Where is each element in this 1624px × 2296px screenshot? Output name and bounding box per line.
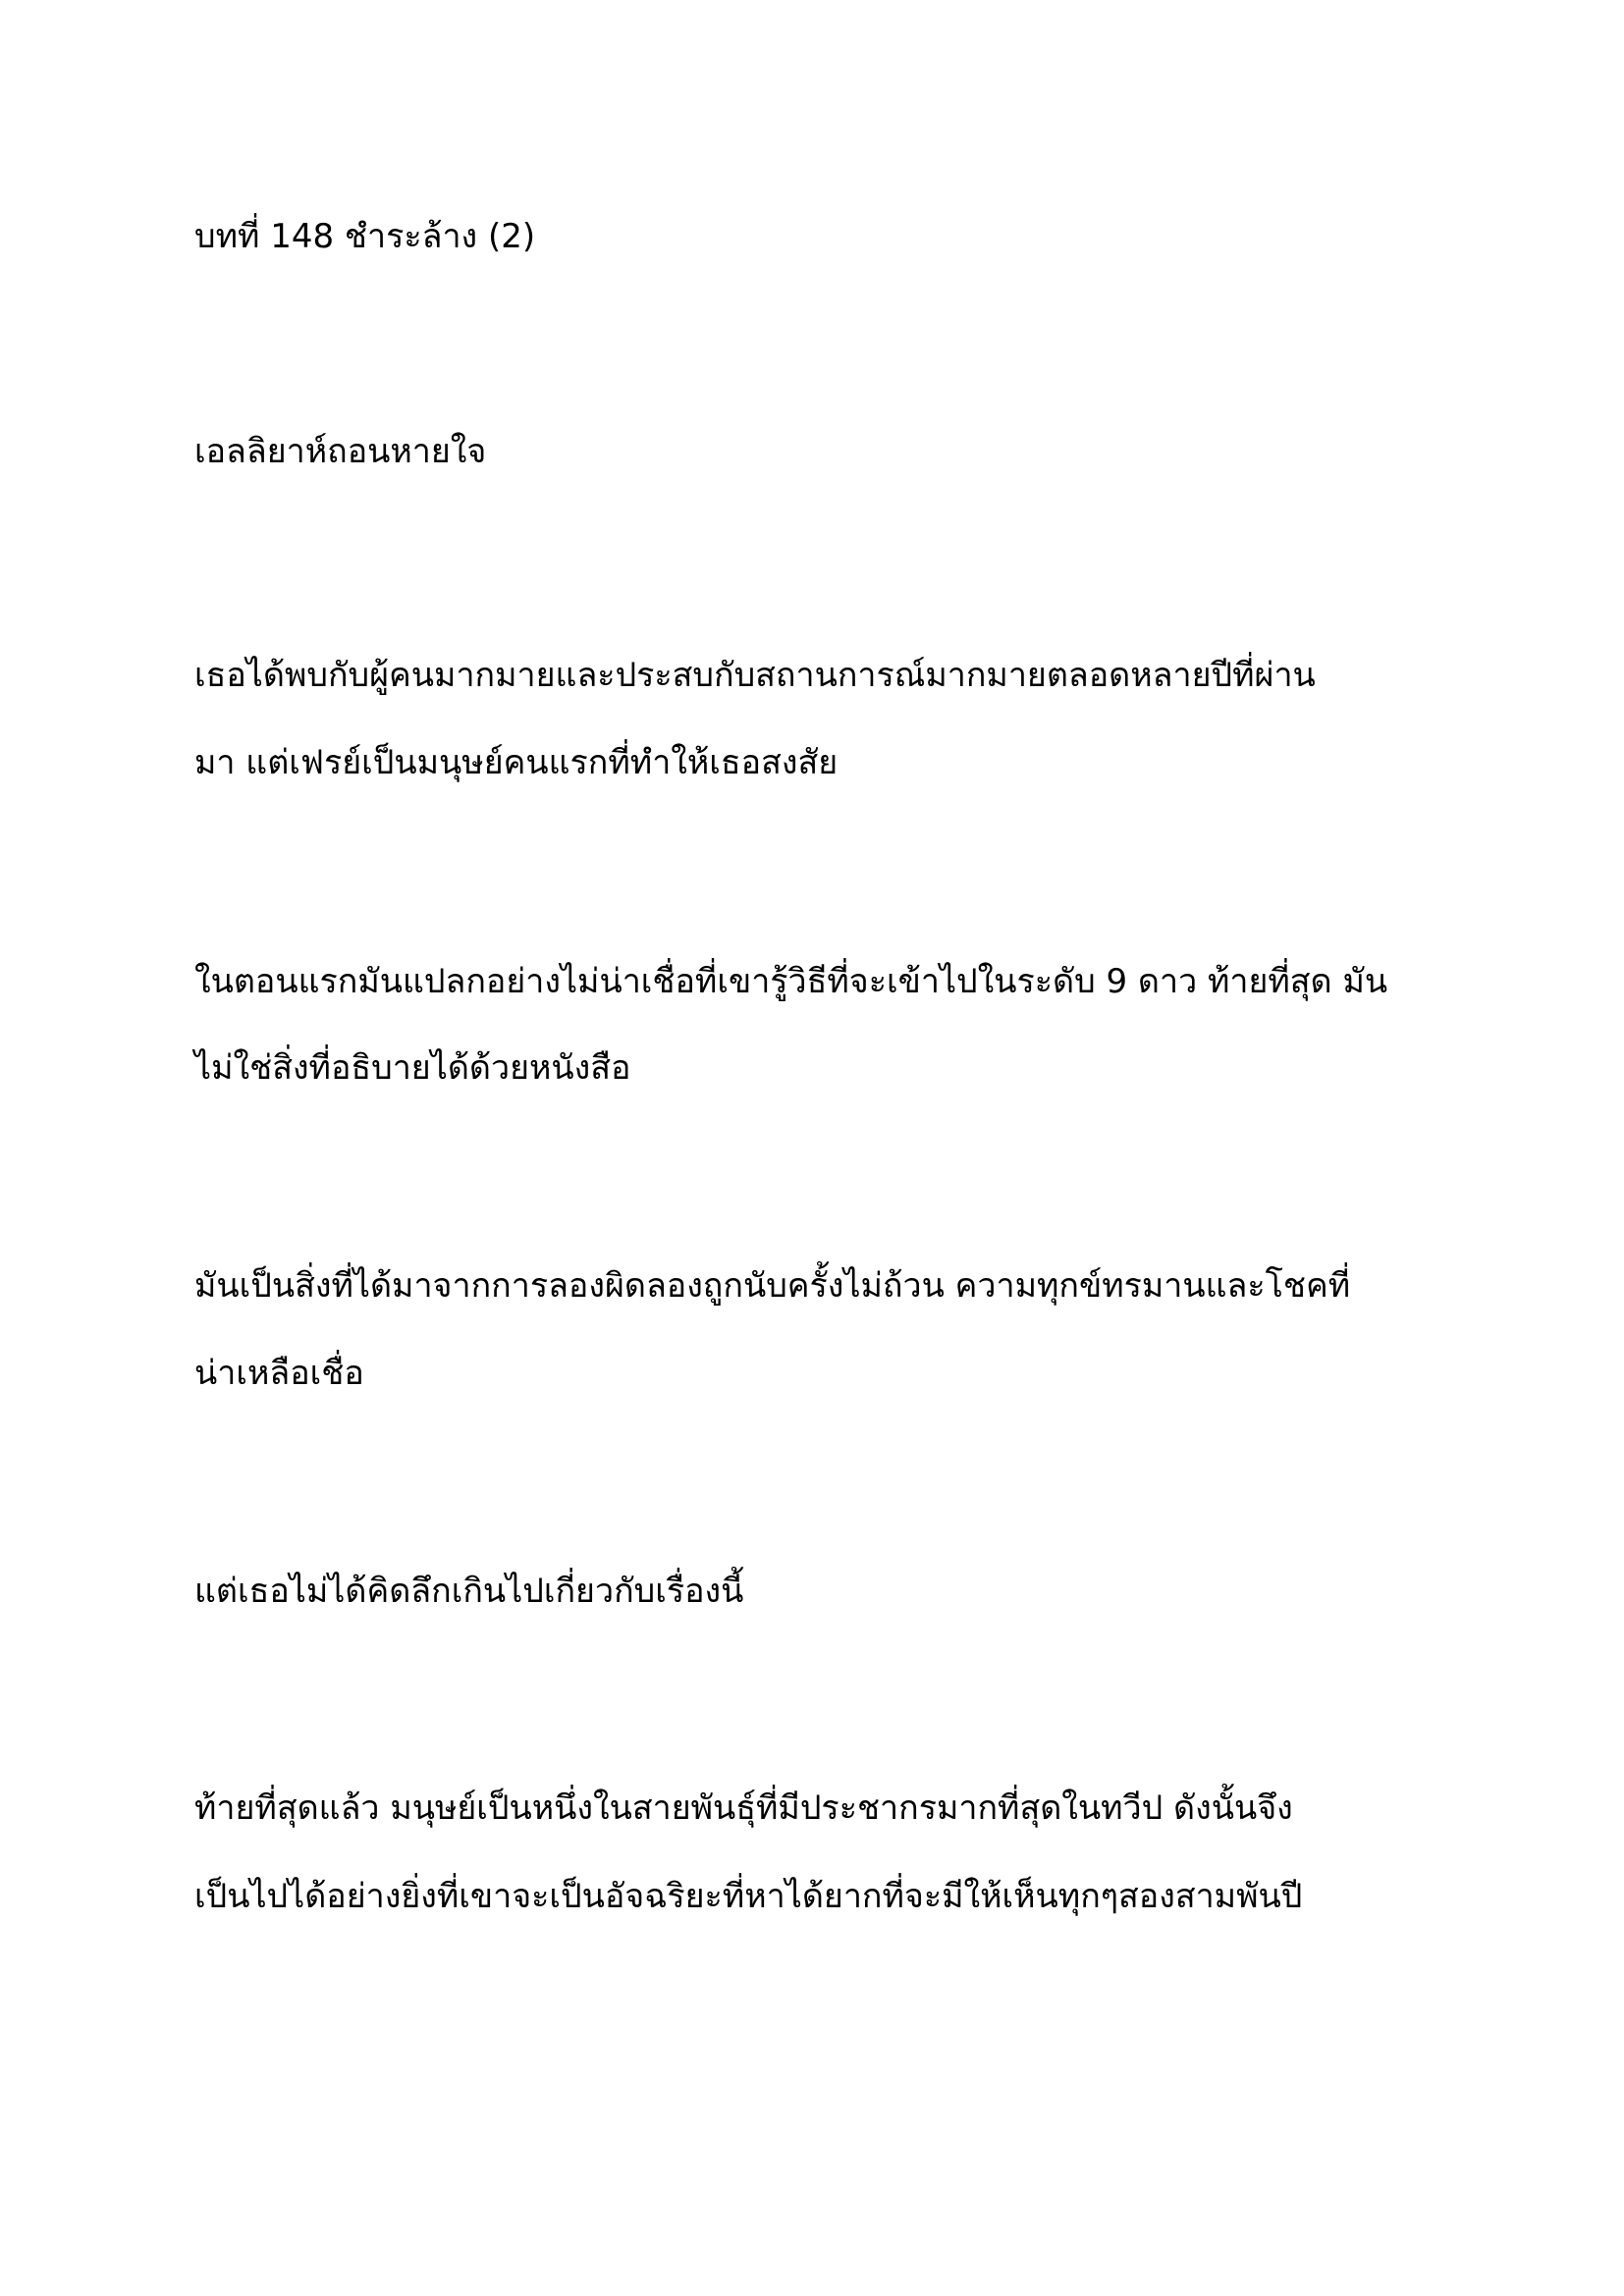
paragraph-2-line-1: เธอได้พบกับผู้คนมากมายและประสบกับสถานการณ์มากมายตลอดหลายปีที่ผ่าน (194, 656, 1316, 695)
paragraph-4-line-2: น่าเหลือเชื่อ (194, 1354, 364, 1393)
paragraph-6-line-1: ท้ายที่สุดแล้ว มนุษย์เป็นหนึ่งในสายพันธุ์ที่มีประชากรมากที่สุดในทวีป ดังนั้นจึง (194, 1789, 1293, 1828)
paragraph-4-line-1: มันเป็นสิ่งที่ได้มาจากการลองผิดลองถูกนับครั้งไม่ถ้วน ความทุกข์ทรมานและโชคที่ (194, 1266, 1351, 1306)
paragraph-5-line-1: แต่เธอไม่ได้คิดลึกเกินไปเกี่ยวกับเรื่องนี้ (194, 1572, 744, 1611)
paragraph-2-line-2: มา แต่เฟรย์เป็นมนุษย์คนแรกที่ทำให้เธอสงสัย (194, 743, 839, 782)
paragraph-3-line-2: ไม่ใช่สิ่งที่อธิบายได้ด้วยหนังสือ (194, 1048, 631, 1088)
paragraph-3-line-1: ในตอนแรกมันแปลกอย่างไม่น่าเชื่อที่เขารู้วิธีที่จะเข้าไปในระดับ 9 ดาว ท้ายที่สุด มัน (194, 962, 1388, 1001)
paragraph-1-line-1: เอลลิยาห์ถอนหายใจ (194, 432, 487, 471)
chapter-title: บทที่ 148 ชำระล้าง (2) (194, 217, 536, 256)
paragraph-6-line-2: เป็นไปได้อย่างยิ่งที่เขาจะเป็นอัจฉริยะที่หาได้ยากที่จะมีให้เห็นทุกๆสองสามพันปี (194, 1877, 1303, 1916)
